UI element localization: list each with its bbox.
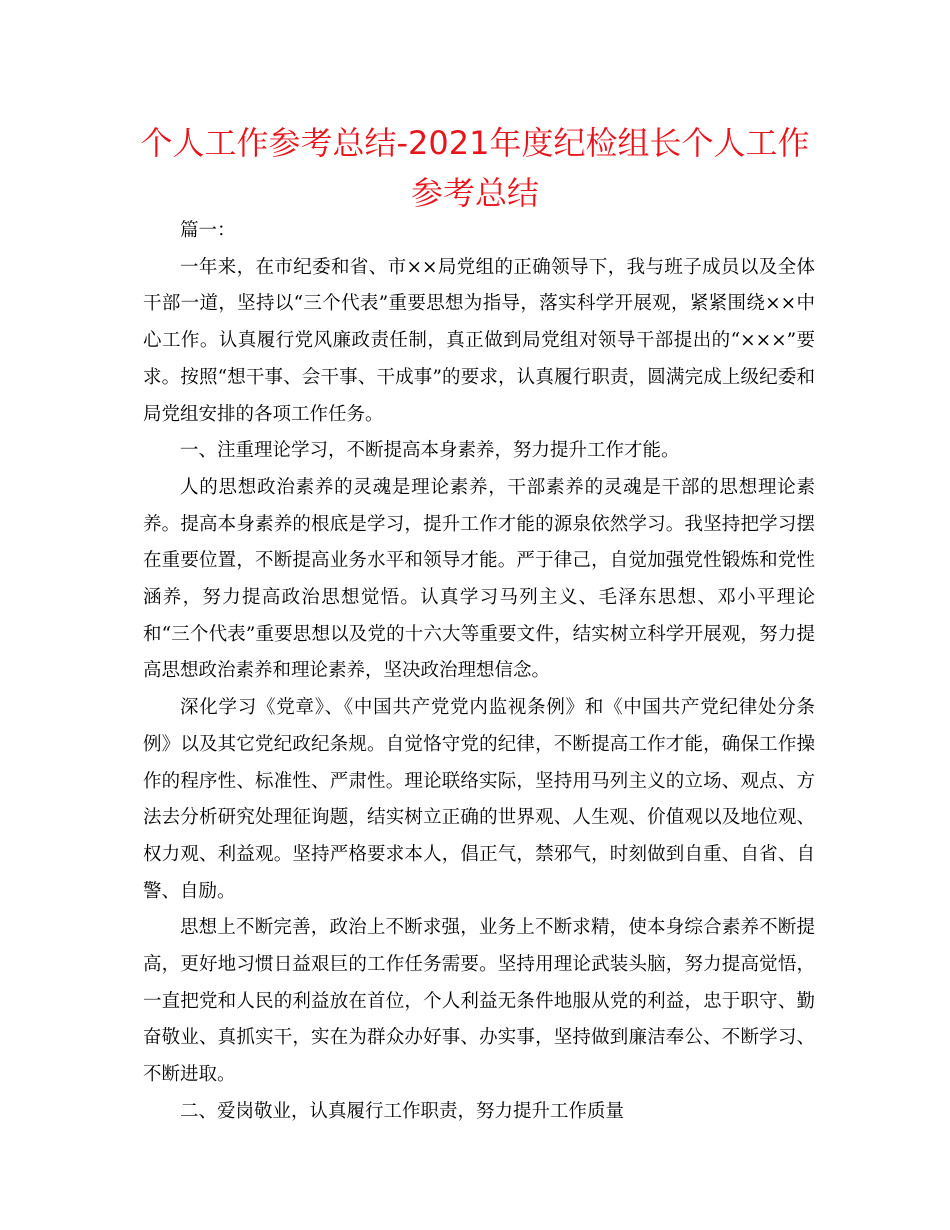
document-body xyxy=(143,213,815,1131)
paragraph: 思想上不断完善，政治上不断求强，业务上不断求精，使本身综合素养不断提高，更好地习惯日益艰巨的工作任务需要。坚持用理论武装头脑，努力提高觉悟，一直把党和人民的利益放在首位，个人利益无条件地服从党的利益，忠于职守、勤奋敬业、真抓实干，实在为群众办好事、办实事，坚持做到廉洁奉公、不断学习、不断进取。 xyxy=(143,917,815,1086)
paragraph: 深化学习《党章》、《中国共产党党内监视条例》和《中国共产党纪律处分条例》以及其它党纪政纪条规。自觉恪守党的纪律，不断提高工作才能，确保工作操作的程序性、标准性、严肃性。理论联络实际，坚持用马列主义的立场、观点、方法去分析研究处理征询题，结实树立正确的世界观、人生观、价值观以及地位观、权力观、利益观。坚持严格要求本人，倡正气，禁邪气，时刻做到自重、自省、自警、自励。 xyxy=(143,697,815,902)
paragraph-section-label: 篇一： xyxy=(180,220,236,241)
section-heading: 二、爱岗敬业，认真履行工作职责，努力提升工作质量 xyxy=(180,1100,625,1122)
document-title: 个人工作参考总结-2021年度纪检组长个人工作参考总结 xyxy=(140,124,810,212)
paragraph: 一年来，在市纪委和省、市××局党组的正确领导下，我与班子成员以及全体干部一道，坚持以“三个代表”重要思想为指导，落实科学开展观，紧紧围绕××中心工作。认真履行党风廉政责任制，真正做到局党组对领导干部提出的“×××”要求。按照“想干事、会干事、干成事”的要求，认真履行职责，圆满完成上级纪委和局党组安排的各项工作任务。 xyxy=(143,256,815,425)
paragraph: 人的思想政治素养的灵魂是理论素养，干部素养的灵魂是干部的思想理论素养。提高本身素养的根底是学习，提升工作才能的源泉依然学习。我坚持把学习摆在重要位置，不断提高业务水平和领导才能。严于律己，自觉加强党性锻炼和党性涵养，努力提高政治思想觉悟。认真学习马列主义、毛泽东思想、邓小平理论和“三个代表”重要思想以及党的十六大等重要文件，结实树立科学开展观，努力提高思想政治素养和理论素养，坚决政治理想信念。 xyxy=(143,476,815,682)
section-heading: 一、注重理论学习，不断提高本身素养，努力提升工作才能。 xyxy=(180,440,680,462)
